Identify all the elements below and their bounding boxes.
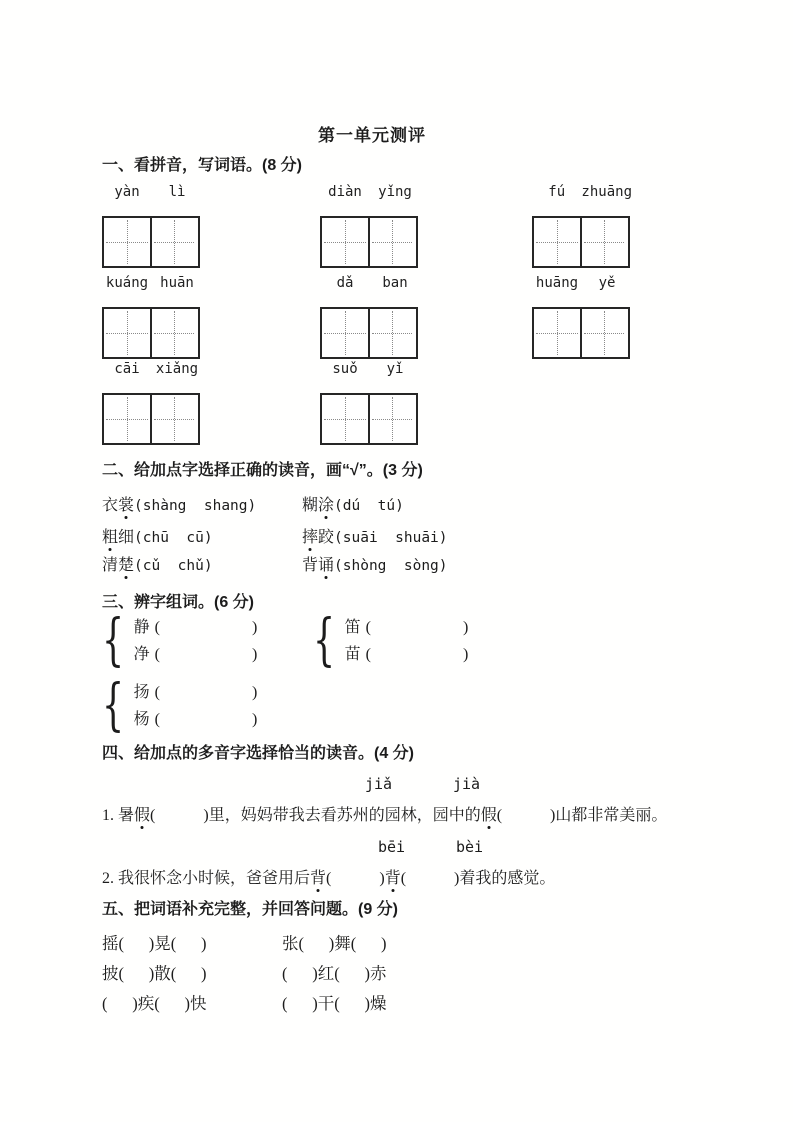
pinyin-syllable: xiǎng: [155, 361, 199, 377]
pronunciation-item[interactable]: [302, 524, 448, 547]
grid-cell[interactable]: [150, 309, 196, 357]
pinyin-grid-item: [532, 275, 632, 359]
dotted-char: 诵: [318, 552, 334, 575]
pronunciation-item[interactable]: [102, 524, 213, 547]
pinyin-syllable: yǐng: [378, 184, 412, 200]
pronunciation-options[interactable]: (cǔ chǔ): [134, 558, 213, 574]
grid-cell[interactable]: [580, 218, 626, 266]
fill-word-item[interactable]: 摇( )晃( ): [102, 934, 207, 953]
writing-grid[interactable]: [532, 216, 630, 268]
grid-cell[interactable]: [150, 395, 196, 443]
grid-cell[interactable]: [150, 218, 196, 266]
pinyin-grid-row-1: [102, 184, 742, 270]
character: 苗: [344, 646, 361, 663]
character: 静: [133, 619, 150, 636]
fill-word-item[interactable]: ( )红( )赤: [282, 964, 387, 983]
grid-cell[interactable]: [322, 218, 368, 266]
fill-word-item[interactable]: ( )干( )燥: [282, 994, 387, 1013]
grid-cell[interactable]: [534, 309, 580, 357]
word-pair: [102, 608, 258, 673]
answer-blank[interactable]: ( ): [365, 646, 469, 663]
pinyin-syllable: ban: [382, 275, 408, 291]
page-title: 第一单元测评: [318, 126, 426, 145]
word-part: 细: [118, 529, 135, 546]
pinyin-label: [320, 184, 420, 204]
fill-word-row: [102, 960, 722, 982]
grid-cell[interactable]: [104, 309, 150, 357]
pronunciation-options[interactable]: (shòng sòng): [334, 558, 448, 574]
grid-cell[interactable]: [104, 218, 150, 266]
word-part: 清: [102, 557, 119, 574]
grid-cell[interactable]: [368, 309, 414, 357]
sentence-text: ( )山都非常美丽。: [496, 807, 668, 824]
pronunciation-item[interactable]: [302, 492, 404, 515]
pinyin-grid-item: [320, 361, 420, 445]
pronunciation-row: [102, 524, 722, 546]
grid-cell[interactable]: [322, 309, 368, 357]
fill-word-item[interactable]: 披( )散( ): [102, 964, 207, 983]
pronunciation-options[interactable]: (shàng shang): [134, 498, 257, 514]
dotted-char: 裳: [118, 492, 134, 515]
question-1-sentence: [102, 802, 667, 825]
pinyin-grid-row-2: [102, 275, 742, 361]
dotted-char: 粗: [102, 524, 118, 547]
section3-heading: 三、辨字组词。(6 分): [102, 594, 255, 611]
tone-option: jiǎ: [365, 775, 393, 793]
tone-option: bèi: [456, 838, 484, 856]
pronunciation-row: [102, 552, 722, 574]
writing-grid[interactable]: [320, 307, 418, 359]
pinyin-syllable: yàn: [114, 184, 140, 200]
answer-blank[interactable]: ( ): [154, 619, 258, 636]
fill-word-row: [102, 930, 722, 952]
pinyin-grid-item: [102, 184, 202, 268]
dotted-char: 摔: [302, 524, 318, 547]
tone-option: bēi: [378, 838, 406, 856]
pinyin-label: [320, 275, 420, 295]
writing-grid[interactable]: [532, 307, 630, 359]
word-pair: [313, 608, 469, 673]
grid-cell[interactable]: [534, 218, 580, 266]
answer-blank[interactable]: ( ): [365, 619, 469, 636]
pinyin-syllable: lì: [168, 184, 186, 200]
writing-grid[interactable]: [320, 216, 418, 268]
tone-option: jià: [453, 775, 481, 793]
dotted-char: 涂: [318, 492, 334, 515]
pinyin-label: [532, 275, 632, 295]
grid-cell[interactable]: [368, 395, 414, 443]
pinyin-label: [102, 361, 202, 381]
left-brace: {: [102, 673, 125, 738]
pinyin-label: [532, 184, 632, 204]
pinyin-syllable: cāi: [114, 361, 140, 377]
pinyin-syllable: huāng: [535, 275, 579, 291]
tone-options-line-1: [102, 775, 722, 795]
writing-grid[interactable]: [102, 393, 200, 445]
word-part: 背: [302, 557, 319, 574]
pinyin-syllable: kuáng: [105, 275, 149, 291]
dotted-char: 背: [385, 865, 401, 888]
pinyin-label: [102, 275, 202, 295]
pinyin-syllable: zhuāng: [581, 184, 632, 200]
grid-cell[interactable]: [368, 218, 414, 266]
sentence-text: ( ): [326, 870, 385, 887]
pinyin-syllable: dǎ: [336, 275, 354, 291]
pinyin-grid-row-3: [102, 361, 742, 447]
pinyin-syllable: fú: [548, 184, 566, 200]
fill-word-item[interactable]: ( )疾( )快: [102, 994, 207, 1013]
pronunciation-row: [102, 492, 722, 514]
pronunciation-options[interactable]: (suāi shuāi): [334, 530, 448, 546]
pinyin-grid-item: [102, 275, 202, 359]
sentence-text: 1. 暑: [102, 807, 135, 824]
pronunciation-item[interactable]: [102, 552, 213, 575]
writing-grid[interactable]: [102, 216, 200, 268]
word-part: 糊: [302, 497, 319, 514]
dotted-char: 楚: [118, 552, 134, 575]
dotted-char: 假: [481, 802, 497, 825]
writing-grid[interactable]: [102, 307, 200, 359]
pronunciation-item[interactable]: [302, 552, 448, 575]
answer-blank[interactable]: ( ): [154, 684, 258, 701]
grid-cell[interactable]: [104, 395, 150, 443]
sentence-text: ( )着我的感觉。: [400, 870, 556, 887]
dotted-char: 假: [134, 802, 150, 825]
sentence-text: ( )里，妈妈带我去看苏州的园林，园中的: [150, 807, 481, 824]
pronunciation-item[interactable]: [102, 492, 256, 515]
section4-heading: 四、给加点的多音字选择恰当的读音。(4 分): [102, 745, 415, 762]
pronunciation-options[interactable]: (dú tú): [334, 498, 404, 514]
fill-word-item[interactable]: 张( )舞( ): [282, 934, 387, 953]
pinyin-label: [102, 184, 202, 204]
fill-word-row: [102, 990, 722, 1012]
sentence-text: 2. 我很怀念小时候，爸爸用后: [102, 870, 311, 887]
character: 扬: [133, 684, 150, 701]
character: 净: [133, 646, 150, 663]
word-pair-row: [102, 673, 722, 738]
section2-heading: 二、给加点字选择正确的读音，画“√”。(3 分): [102, 462, 423, 479]
pinyin-syllable: suǒ: [332, 361, 358, 377]
pinyin-syllable: huān: [160, 275, 194, 291]
pinyin-grid-item: [320, 184, 420, 268]
pinyin-syllable: yě: [598, 275, 616, 291]
word-part: 跤: [318, 529, 335, 546]
pinyin-syllable: diàn: [328, 184, 362, 200]
writing-grid[interactable]: [320, 393, 418, 445]
answer-blank[interactable]: ( ): [154, 711, 258, 728]
pinyin-grid-item: [320, 275, 420, 359]
character: 笛: [344, 619, 361, 636]
word-pair-row: [102, 608, 722, 673]
word-part: 衣: [102, 497, 119, 514]
section5-heading: 五、把词语补充完整，并回答问题。(9 分): [102, 901, 399, 918]
character: 杨: [133, 711, 150, 728]
answer-blank[interactable]: ( ): [154, 646, 258, 663]
word-pair: [102, 673, 258, 738]
pinyin-syllable: yǐ: [386, 361, 404, 377]
pinyin-grid-item: [102, 361, 202, 445]
grid-cell[interactable]: [322, 395, 368, 443]
tone-options-line-2: [102, 838, 722, 858]
dotted-char: 背: [310, 865, 326, 888]
left-brace: {: [313, 608, 336, 673]
grid-cell[interactable]: [580, 309, 626, 357]
pinyin-grid-item: [532, 184, 632, 268]
pronunciation-options[interactable]: (chū cū): [134, 530, 213, 546]
left-brace: {: [102, 608, 125, 673]
question-2-sentence: [102, 865, 555, 888]
section1-heading: 一、看拼音，写词语。(8 分): [102, 157, 303, 174]
pinyin-label: [320, 361, 420, 381]
